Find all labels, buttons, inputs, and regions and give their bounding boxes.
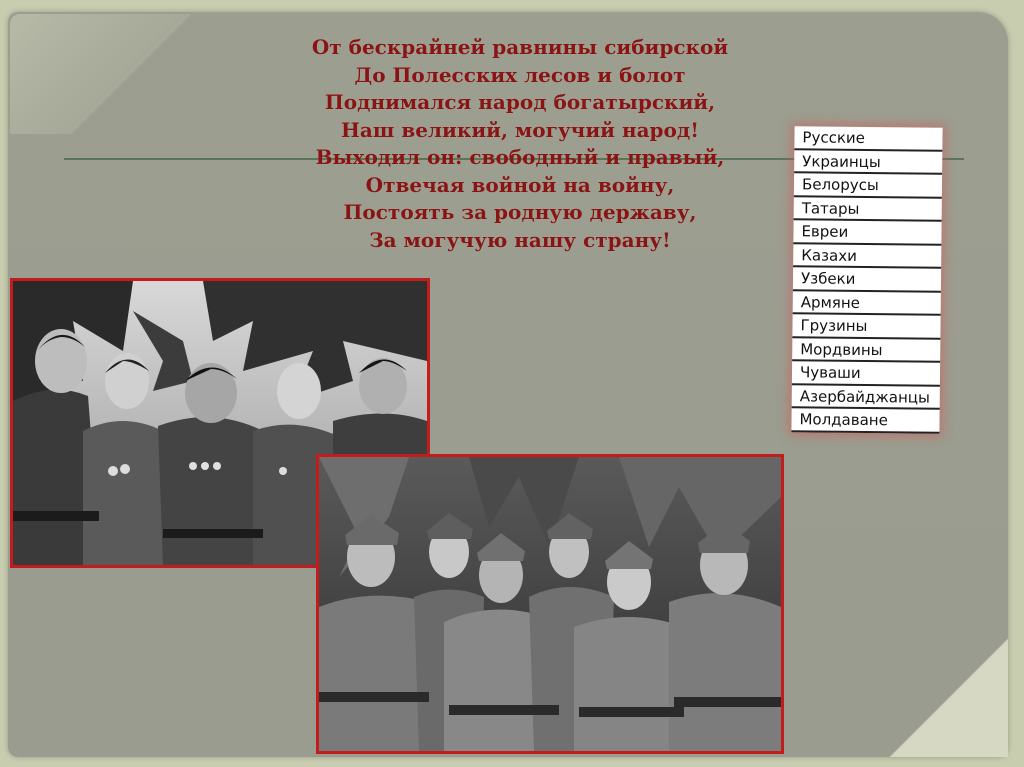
nationality-item: Узбеки: [793, 267, 941, 292]
poem-line: От бескрайней равнины сибирской: [311, 35, 729, 59]
nationality-item: Мордвины: [792, 338, 940, 363]
nationalities-list: [791, 126, 942, 433]
nationality-item: Молдаване: [791, 408, 939, 433]
nationality-item: Армяне: [793, 291, 941, 316]
poem-line: Отвечая войной на войну,: [365, 172, 675, 197]
photo-2-image: [319, 457, 781, 751]
poem-line: За могучую нашу страну!: [369, 227, 671, 252]
nationality-item: Евреи: [793, 220, 941, 245]
poem-line: До Полесских лесов и болот: [354, 62, 686, 87]
poem-line: Наш великий, могучий народ!: [341, 117, 699, 142]
nationality-item: Грузины: [792, 314, 940, 339]
nationality-item: Белорусы: [794, 173, 942, 198]
nationality-item: Татары: [794, 197, 942, 222]
nationality-item: Русские: [794, 126, 942, 151]
nationality-item: Украинцы: [794, 150, 942, 175]
soldiers-group-photo-2: [316, 454, 784, 754]
poem-line: Постоять за родную державу,: [343, 200, 697, 224]
nationality-item: Казахи: [793, 244, 941, 269]
nationality-item: Азербайджанцы: [792, 385, 940, 410]
nationality-item: Чуваши: [792, 361, 940, 386]
poem-line: Поднимался народ богатырский,: [324, 90, 716, 114]
poem-text: [210, 34, 830, 254]
poem-line: Выходил он: свободный и правый,: [315, 145, 725, 169]
